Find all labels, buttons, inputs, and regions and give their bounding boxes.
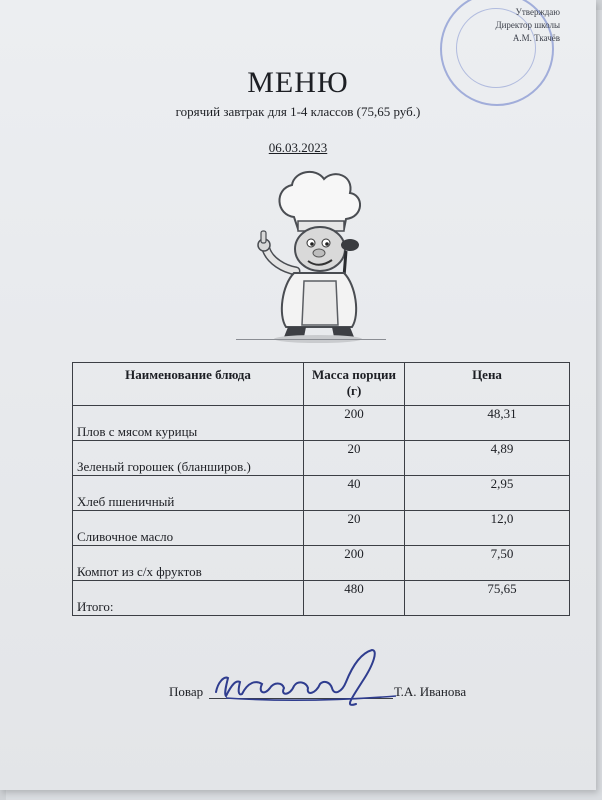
dish-price-cell bbox=[405, 441, 570, 476]
cook-name: Т.А. Иванова bbox=[394, 684, 467, 699]
total-mass: 480 bbox=[304, 581, 405, 616]
table-row bbox=[73, 546, 570, 581]
total-price-cell bbox=[405, 581, 570, 616]
column-header-price: Цена bbox=[405, 363, 570, 406]
dish-price: 2,95 bbox=[490, 476, 514, 491]
dish-price-cell bbox=[405, 546, 570, 581]
total-price: 75,65 bbox=[487, 581, 517, 596]
table-row bbox=[73, 476, 570, 511]
dish-name: Компот из с/х фруктов bbox=[73, 546, 304, 581]
approval-line-3: А.М. Ткачёв bbox=[512, 33, 560, 43]
table-total-row bbox=[73, 581, 570, 616]
page-subtitle: горячий завтрак для 1-4 классов (75,65 руб.) bbox=[175, 104, 421, 119]
approval-line-1: Утверждаю bbox=[515, 7, 560, 17]
column-header-dish: Наименование блюда bbox=[73, 363, 304, 406]
dish-price: 4,89 bbox=[490, 441, 514, 456]
menu-date: 06.03.2023 bbox=[268, 140, 328, 155]
dish-mass: 20 bbox=[304, 441, 405, 476]
approval-line-2: Директор школы bbox=[495, 20, 560, 30]
dish-name: Сливочное масло bbox=[73, 511, 304, 546]
dish-mass: 20 bbox=[304, 511, 405, 546]
menu-table bbox=[72, 362, 570, 616]
dish-name: Плов с мясом курицы bbox=[73, 406, 304, 441]
separator-line bbox=[236, 339, 386, 340]
approval-block bbox=[470, 6, 560, 45]
column-header-mass: Масса порции (г) bbox=[304, 363, 405, 406]
chef-illustration bbox=[246, 165, 386, 345]
cook-role-label: Повар bbox=[169, 684, 204, 699]
dish-price-cell bbox=[405, 511, 570, 546]
dish-name: Зеленый горошек (бланширов.) bbox=[73, 441, 304, 476]
dish-price: 48,31 bbox=[487, 406, 517, 421]
dish-price: 12,0 bbox=[490, 511, 514, 526]
table-header-row bbox=[73, 363, 570, 406]
page-title: МЕНЮ bbox=[247, 66, 349, 99]
cook-signature bbox=[166, 642, 496, 712]
dish-price: 7,50 bbox=[490, 546, 514, 561]
dish-mass: 200 bbox=[304, 546, 405, 581]
total-label: Итого: bbox=[73, 581, 304, 616]
dish-mass: 200 bbox=[304, 406, 405, 441]
table-row bbox=[73, 406, 570, 441]
dish-price-cell bbox=[405, 476, 570, 511]
dish-price-cell bbox=[405, 406, 570, 441]
table-row bbox=[73, 441, 570, 476]
dish-mass: 40 bbox=[304, 476, 405, 511]
dish-name: Хлеб пшеничный bbox=[73, 476, 304, 511]
table-row bbox=[73, 511, 570, 546]
